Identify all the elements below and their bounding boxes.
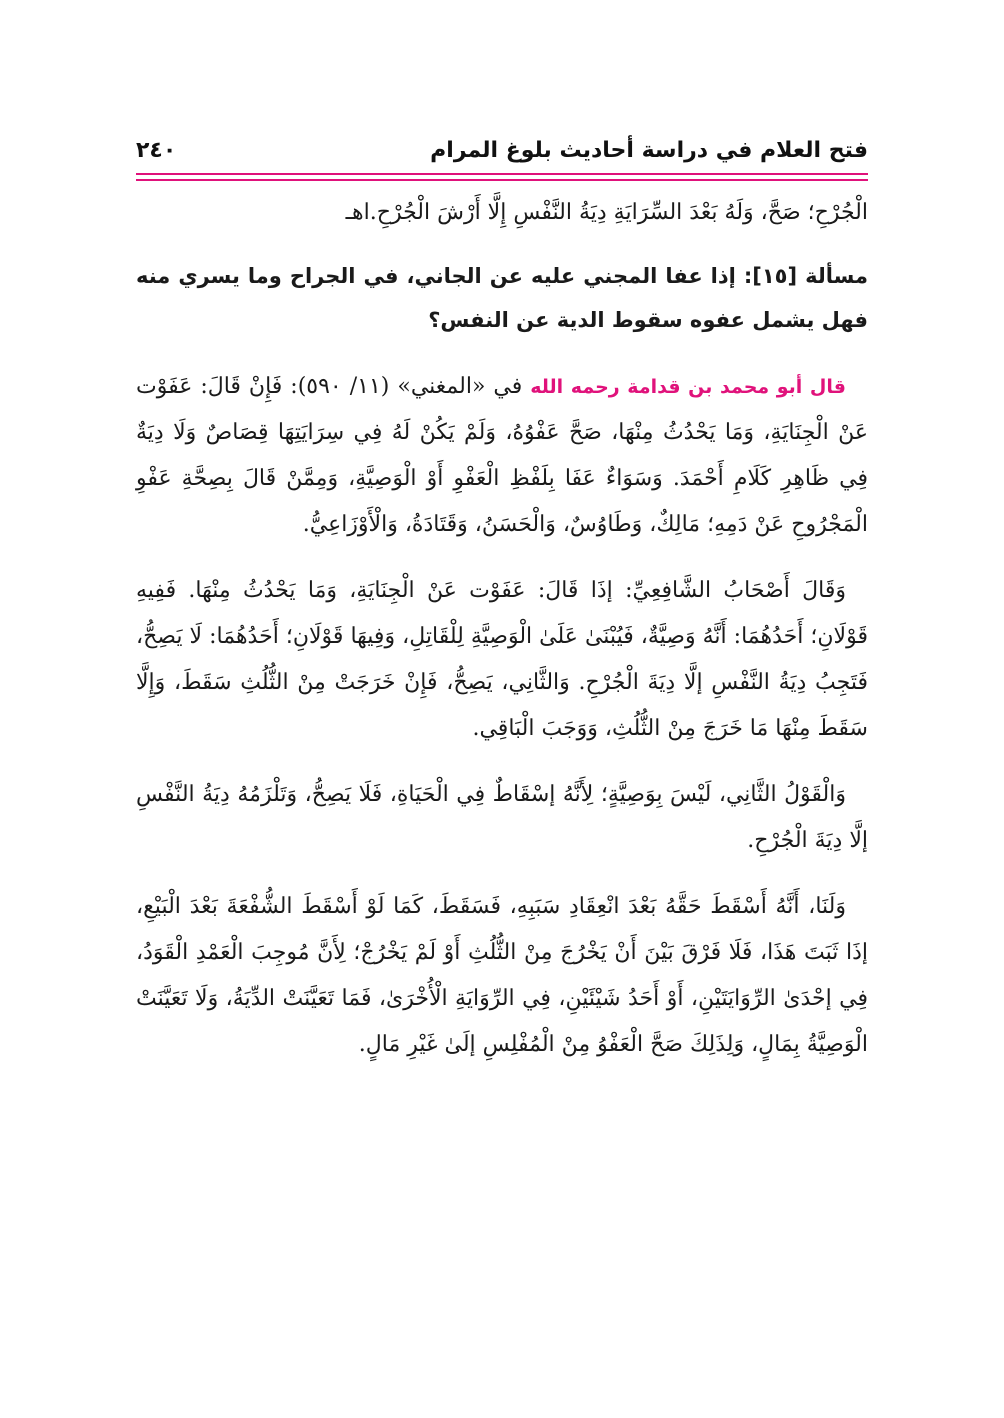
body-text (136, 190, 868, 1088)
continuation-paragraph: الْجُرْحِ؛ صَحَّ، وَلَهُ بَعْدَ السِّرَايَةِ دِيَةُ النَّفْسِ إِلَّا أَرْشَ الْجُرْحِ.اهـ (345, 200, 868, 225)
header-rule-top (136, 173, 868, 175)
paragraph-text: وَالْقَوْلُ الثَّانِي، لَيْسَ بِوَصِيَّةٍ؛ لِأَنَّهُ إسْقَاطٌ فِي الْحَيَاةِ، فَلَا يَصِحُّ، وَتَلْزَمُهُ دِيَةُ النَّفْسِ إلَّا دِيَةَ الْجُرْحِ. (136, 782, 868, 853)
paragraph-text: وَلَنَا، أَنَّهُ أَسْقَطَ حَقَّهُ بَعْدَ انْعِقَادِ سَبَبِهِ، فَسَقَطَ، كَمَا لَوْ أَسْقَطَ الشُّفْعَةَ بَعْدَ الْبَيْعِ، إذَا ثَبَتَ هَذَا، فَلَا فَرْقَ بَيْنَ أَنْ يَخْرُجَ مِنْ الثُّلُثِ أَوْ لَمْ يَخْرُجْ؛ لِأَنَّ مُوجِبَ الْعَمْدِ الْقَوَدُ، فِي إحْدَىٰ الرِّوَايَتَيْنِ، أَوْ أَحَدُ شَيْئَيْنِ، فِي الرِّوَايَةِ الْأُخْرَىٰ، فَمَا تَعَيَّنَتْ الدِّيَةُ، وَلَا تَعَيَّنَتْ الْوَصِيَّةُ بِمَالٍ، وَلِذَلِكَ صَحَّ الْعَفْوُ مِنْ الْمُفْلِسِ إلَىٰ غَيْرِ مَالٍ. (136, 894, 868, 1057)
paragraph-text: وَقَالَ أَصْحَابُ الشَّافِعِيِّ: إذَا قَالَ: عَفَوْت عَنْ الْجِنَايَةِ، وَمَا يَحْدُثُ مِنْهَا. فَفِيهِ قَوْلَانِ؛ أَحَدُهُمَا: أَنَّهُ وَصِيَّةٌ، فَيُبْنَىٰ عَلَىٰ الْوَصِيَّةِ لِلْقَاتِلِ، وَفِيهَا قَوْلَانِ؛ أَحَدُهُمَا: لَا يَصِحُّ، فَتَجِبُ دِيَةُ النَّفْسِ إلَّا دِيَةَ الْجُرْحِ. وَالثَّانِي، يَصِحُّ، فَإِنْ خَرَجَتْ مِنْ الثُّلُثِ سَقَطَ، وَإِلَّا سَقَطَ مِنْهَا مَا خَرَجَ مِنْ الثُّلُثِ، وَوَجَبَ الْبَاقِي. (136, 578, 868, 741)
header-rule-bottom (136, 179, 868, 181)
quote-attribution: قال أبو محمد بن قدامة رحمه الله (530, 376, 846, 398)
page-number: ٢٤٠ (136, 137, 177, 163)
question-heading: مسألة [١٥]: إذا عفا المجني عليه عن الجاني، في الجراح وما يسري منه فهل يشمل عفوه سقوط الدية عن النفس؟ (136, 264, 868, 332)
paragraph-second-opinion (136, 772, 868, 864)
paragraph-ibn-qudama (136, 364, 868, 548)
paragraph-shafii (136, 568, 868, 752)
paragraph-text: في «المغني» (١١/ ٥٩٠): فَإِنْ قَالَ: عَفَوْت عَنْ الْجِنَايَةِ، وَمَا يَحْدُثُ مِنْهَا، صَحَّ عَفْوُهُ، وَلَمْ يَكُنْ لَهُ فِي سِرَايَتِهَا قِصَاصٌ وَلَا دِيَةٌ فِي ظَاهِرِ كَلَامِ أَحْمَدَ. وَسَوَاءٌ عَفَا بِلَفْظِ الْعَفْوِ أَوْ الْوَصِيَّةِ، وَمِمَّنْ قَالَ بِصِحَّةِ عَفْوِ الْمَجْرُوحِ عَنْ دَمِهِ؛ مَالِكٌ، وَطَاوُسٌ، وَالْحَسَنُ، وَقَتَادَةُ، وَالْأَوْزَاعِيُّ. (136, 374, 868, 537)
header-title: فتح العلام في دراسة أحاديث بلوغ المرام (430, 137, 868, 163)
paragraph-our-view (136, 884, 868, 1068)
running-header (136, 128, 868, 172)
